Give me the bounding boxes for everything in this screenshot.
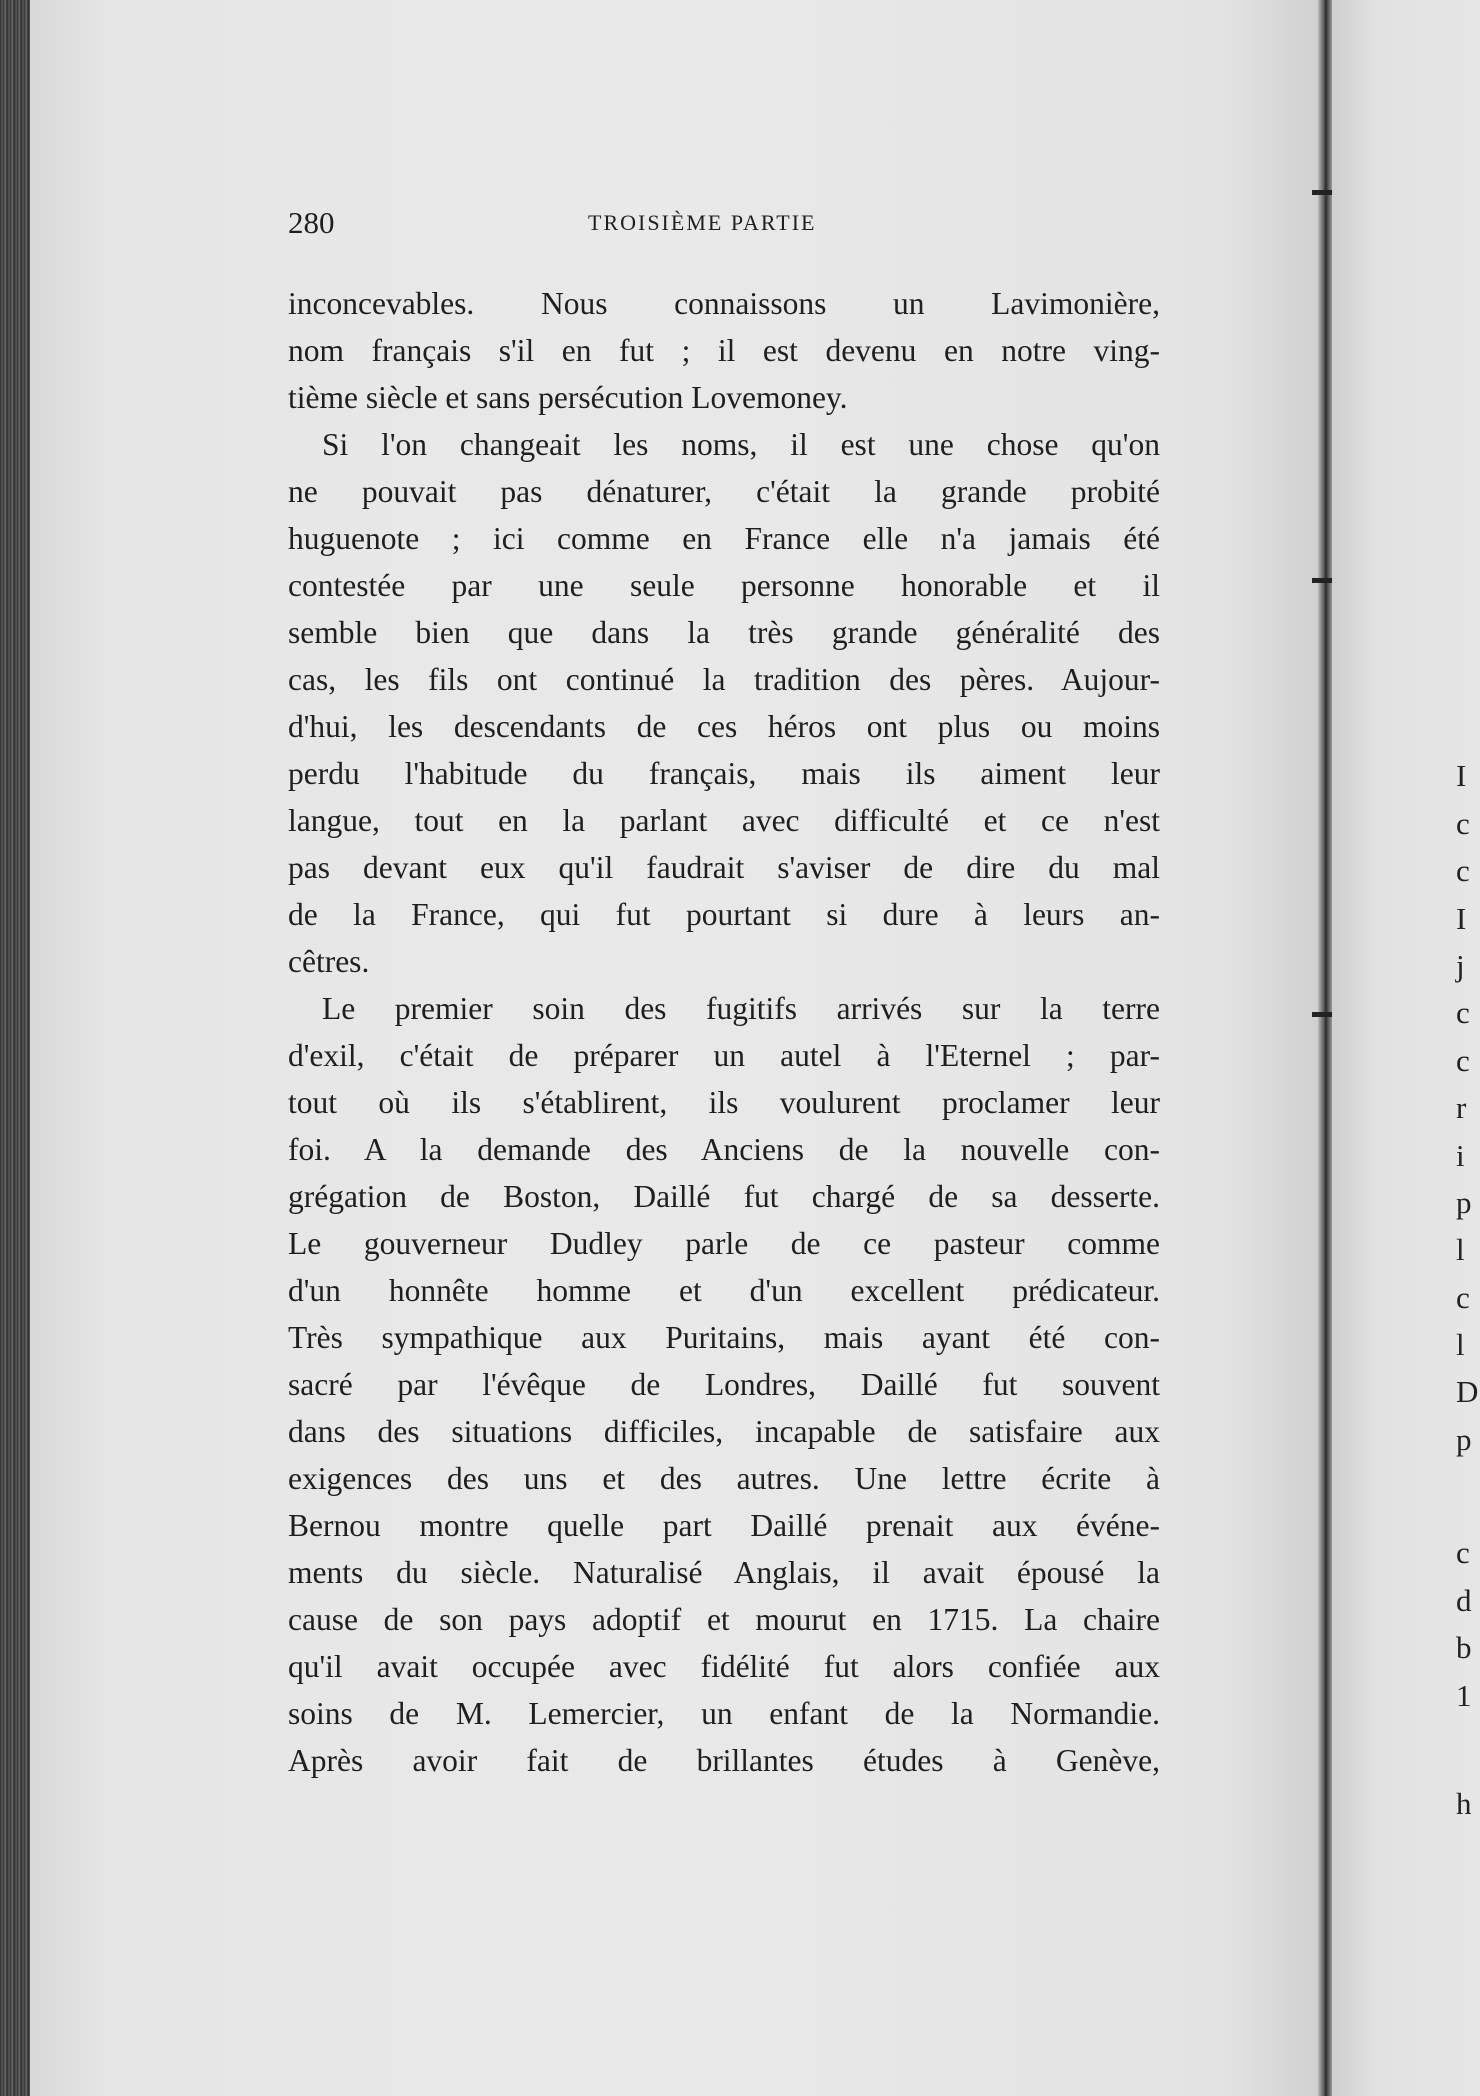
text-line: qu'il avait occupée avec fidélité fut alors confiée aux (288, 1649, 1160, 1684)
text-line: sacré par l'évêque de Londres, Daillé fut souvent (288, 1367, 1160, 1402)
next-page-letter: h (1456, 1786, 1472, 1821)
next-page-letter: c (1456, 1535, 1470, 1570)
next-page-letter: c (1456, 1280, 1470, 1315)
running-head-title: TROISIÈME PARTIE (588, 210, 817, 235)
next-page-letter: c (1456, 853, 1470, 888)
next-page-letter: j (1456, 948, 1465, 983)
text-line: grégation de Boston, Daillé fut chargé de sa desserte. (288, 1179, 1160, 1214)
page-number: 280 (288, 205, 335, 240)
text-line: cas, les fils ont continué la tradition des pères. Aujour- (288, 662, 1160, 697)
body-text (288, 280, 1160, 1784)
text-line: tout où ils s'établirent, ils voulurent proclamer leur (288, 1085, 1160, 1120)
next-page-letter: D (1456, 1374, 1479, 1409)
text-line: d'un honnête homme et d'un excellent prédicateur. (288, 1273, 1160, 1308)
next-page-letter: p (1456, 1185, 1472, 1220)
next-page-letter: b (1456, 1630, 1472, 1665)
text-line: tième siècle et sans persécution Lovemoney. (288, 380, 848, 415)
text-line: inconcevables. Nous connaissons un Lavimonière, (288, 286, 1160, 321)
book-gutter (1318, 0, 1332, 2096)
next-page-letter: r (1456, 1090, 1467, 1125)
next-page-letter: l (1456, 1327, 1465, 1362)
text-line: d'hui, les descendants de ces héros ont plus ou moins (288, 709, 1160, 744)
text-line: Le gouverneur Dudley parle de ce pasteur comme (288, 1226, 1160, 1261)
text-line: Après avoir fait de brillantes études à Genève, (288, 1743, 1160, 1778)
text-line: nom français s'il en fut ; il est devenu en notre ving- (288, 333, 1160, 368)
next-page-letter: c (1456, 995, 1470, 1030)
text-line: dans des situations difficiles, incapable de satisfaire aux (288, 1414, 1160, 1449)
text-line: Si l'on changeait les noms, il est une chose qu'on (322, 427, 1160, 462)
next-page-letter: I (1456, 901, 1467, 936)
next-page-letter: i (1456, 1138, 1465, 1173)
next-page-letter: c (1456, 806, 1470, 841)
text-line: huguenote ; ici comme en France elle n'a jamais été (288, 521, 1160, 556)
text-line: d'exil, c'était de préparer un autel à l'Eternel ; par- (288, 1038, 1160, 1073)
text-line: foi. A la demande des Anciens de la nouvelle con- (288, 1132, 1160, 1167)
text-line: ne pouvait pas dénaturer, c'était la grande probité (288, 474, 1160, 509)
text-line: pas devant eux qu'il faudrait s'aviser de dire du mal (288, 850, 1160, 885)
text-line: ments du siècle. Naturalisé Anglais, il avait épousé la (288, 1555, 1160, 1590)
text-line: Le premier soin des fugitifs arrivés sur la terre (322, 991, 1160, 1026)
text-line: semble bien que dans la très grande généralité des (288, 615, 1160, 650)
text-line: Bernou montre quelle part Daillé prenait aux événe- (288, 1508, 1160, 1543)
next-page-letter: p (1456, 1422, 1472, 1457)
text-line: langue, tout en la parlant avec difficulté et ce n'est (288, 803, 1160, 838)
text-line: contestée par une seule personne honorable et il (288, 568, 1160, 603)
text-line: exigences des uns et des autres. Une lettre écrite à (288, 1461, 1160, 1496)
next-page-letter: l (1456, 1232, 1465, 1267)
text-line: cause de son pays adoptif et mourut en 1715. La chaire (288, 1602, 1160, 1637)
next-page-letter: I (1456, 758, 1467, 793)
next-page-letter: c (1456, 1043, 1470, 1078)
running-head (288, 205, 1160, 245)
text-line: soins de M. Lemercier, un enfant de la Normandie. (288, 1696, 1160, 1731)
next-page-letter: d (1456, 1583, 1472, 1618)
text-line: Très sympathique aux Puritains, mais ayant été con- (288, 1320, 1160, 1355)
text-line: perdu l'habitude du français, mais ils aiment leur (288, 756, 1160, 791)
text-line: cêtres. (288, 944, 370, 979)
text-line: de la France, qui fut pourtant si dure à leurs an- (288, 897, 1160, 932)
next-page-letter: 1 (1456, 1678, 1472, 1713)
